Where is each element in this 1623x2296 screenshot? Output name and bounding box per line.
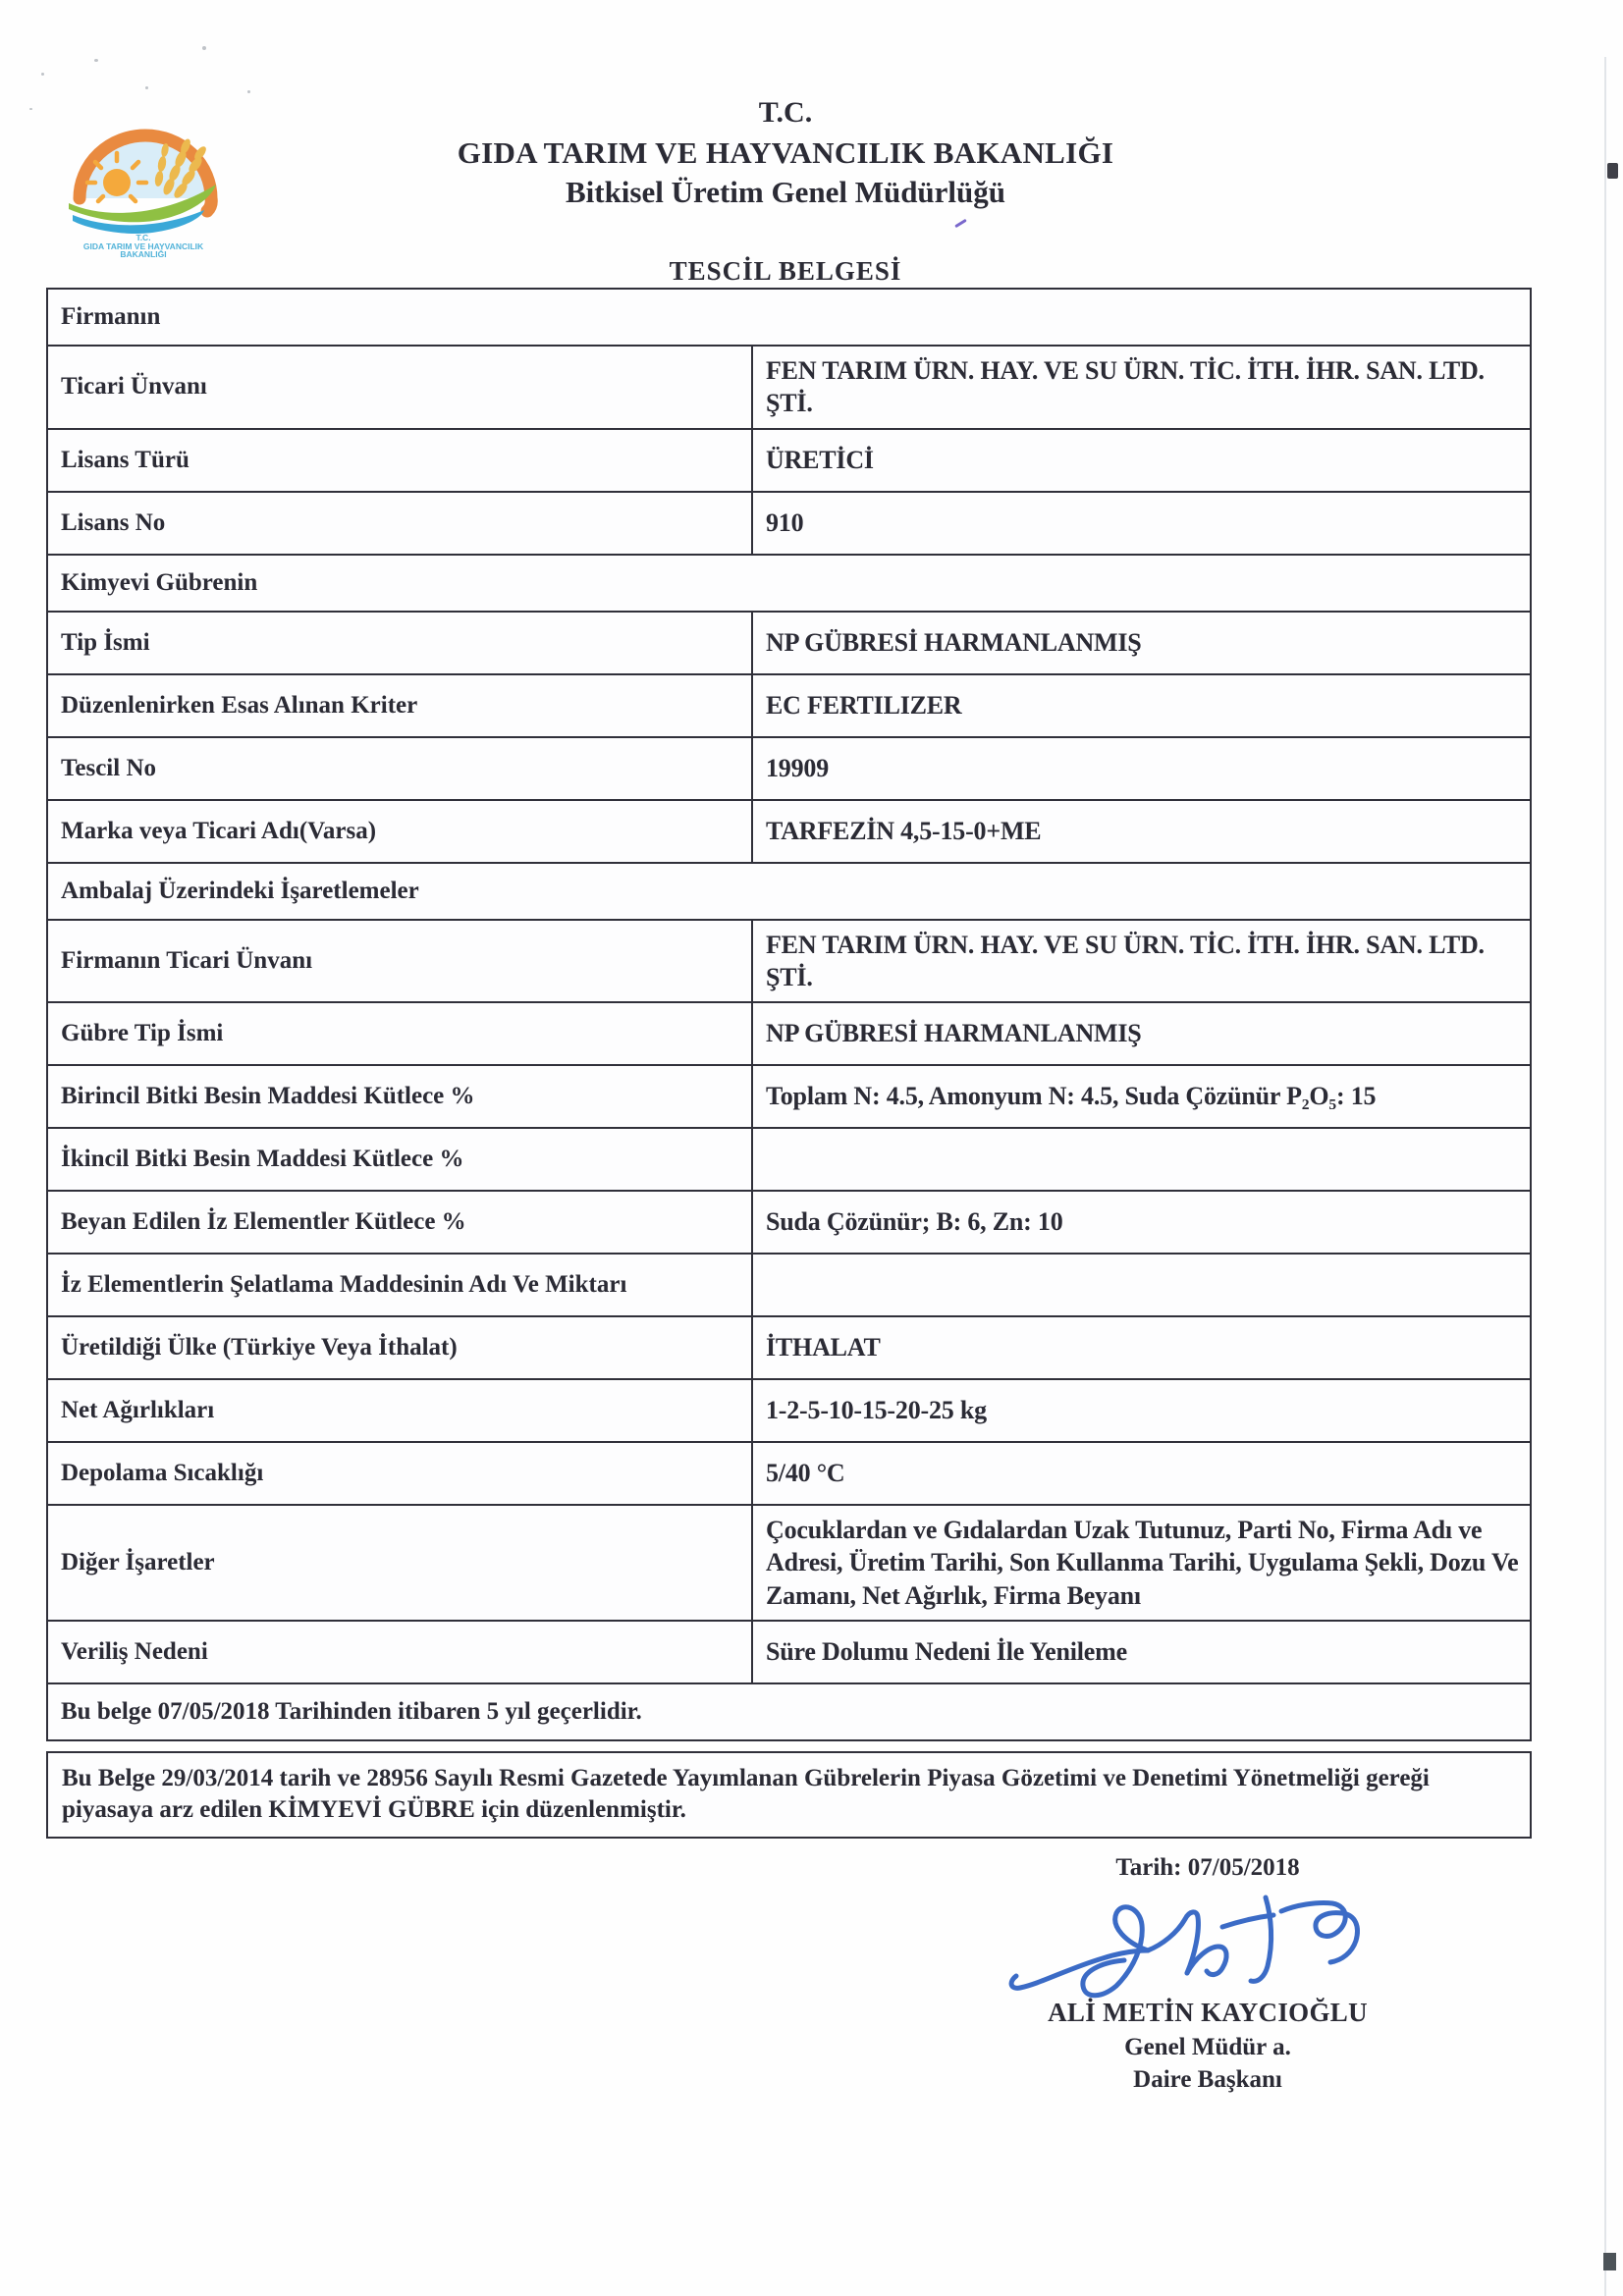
table-row [48,345,1530,428]
svg-text:BAKANLIĞI: BAKANLIĞI [120,249,167,257]
section-label: Bu belge 07/05/2018 Tarihinden itibaren 5 yıl geçerlidir. [61,1697,642,1725]
table-row [48,554,1530,611]
field-label: Net Ağırlıkları [61,1397,215,1424]
field-label: Tip İsmi [61,628,150,656]
field-value: Çocuklardan ve Gıdalardan Uzak Tutunuz, Parti No, Firma Adı ve Adresi, Üretim Tarihi, Son Kullanma Tarihi, Uygulama Şekli, Dozu Ve Zamanı, Net Ağırlık, Firma Beyanı [751,1506,1530,1620]
field-value: İTHALAT [751,1317,1530,1378]
table-row [48,673,1530,736]
field-label: Tescil No [61,754,156,781]
field-label: Birincil Bitki Besin Maddesi Kütlece % [61,1083,475,1110]
letterhead-tc: T.C. [758,96,813,129]
field-value: Toplam N: 4.5, Amonyum N: 4.5, Suda Çözünür P₂O₅: 15 [751,1066,1530,1127]
field-label: Diğer İşaretler [61,1548,215,1575]
field-label: Üretildiği Ülke (Türkiye Veya İthalat) [61,1334,458,1362]
table-row [48,611,1530,673]
scan-speck [41,73,44,76]
scan-speck [247,90,250,93]
field-label: Firmanın Ticari Ünvanı [61,946,313,974]
field-label: Lisans No [61,508,166,536]
field-label: Beyan Edilen İz Elementler Kütlece % [61,1208,466,1236]
field-value: Süre Dolumu Nedeni İle Yenileme [751,1622,1530,1682]
signatory-name: ALİ METİN KAYCIOĞLU [1048,1997,1368,2027]
field-value: 1-2-5-10-15-20-25 kg [751,1380,1530,1441]
field-value: ÜRETİCİ [751,430,1530,491]
field-label: Gübre Tip İsmi [61,1020,224,1047]
section-label: Ambalaj Üzerindeki İşaretlemeler [61,877,419,904]
signatory-title-2: Daire Başkanı [1133,2065,1282,2093]
table-row [48,290,1530,345]
table-row [48,799,1530,862]
table-row [48,1620,1530,1682]
letterhead [0,94,1571,289]
table-row [48,1315,1530,1378]
regulation-footnote: Bu Belge 29/03/2014 tarih ve 28956 Sayılı Resmi Gazetede Yayımlanan Gübrelerin Piyasa Gözetimi ve Denetimi Yönetmeliği gereği piyasaya arz edilen KİMYEVİ GÜBRE için düzenlenmiştir. [46,1751,1532,1839]
field-label: Depolama Sıcaklığı [61,1460,264,1487]
table-row [48,919,1530,1002]
table-row [48,736,1530,799]
document-title: TESCİL BELGESİ [669,256,902,286]
scan-artifact-blob [1603,2253,1616,2270]
scan-artifact-blob [1607,163,1618,179]
field-label: Veriliş Nedeni [61,1637,208,1665]
signatory-title-1: Genel Müdür a. [1124,2033,1291,2060]
table-row [48,862,1530,919]
field-label: Ticari Ünvanı [61,373,207,400]
svg-text:T.C.: T.C. [135,233,151,242]
certificate-table [46,288,1532,1741]
table-row [48,1001,1530,1064]
field-value: Suda Çözünür; B: 6, Zn: 10 [751,1192,1530,1253]
scan-speck [202,46,206,50]
field-value [751,1129,1530,1190]
section-label: Kimyevi Gübrenin [61,568,258,596]
field-label: İkincil Bitki Besin Maddesi Kütlece % [61,1146,464,1173]
field-value: NP GÜBRESİ HARMANLANMIŞ [751,613,1530,673]
letterhead-department: Bitkisel Üretim Genel Müdürlüğü [565,175,1006,210]
field-value: TARFEZİN 4,5-15-0+ME [751,801,1530,862]
table-row [48,1064,1530,1127]
document-body [46,288,1532,2094]
section-label: Firmanın [61,303,161,330]
field-value: FEN TARIM ÜRN. HAY. VE SU ÜRN. TİC. İTH. İHR. SAN. LTD. ŞTİ. [751,347,1530,428]
field-value [751,1255,1530,1315]
letterhead-ministry: GIDA TARIM VE HAYVANCILIK BAKANLIĞI [457,134,1114,170]
scan-speck [145,86,148,89]
table-row [48,428,1530,491]
signature-date: Tarih: 07/05/2018 [1115,1853,1300,1881]
table-row [48,1378,1530,1441]
field-label: Lisans Türü [61,446,189,473]
field-label: Marka veya Ticari Adı(Varsa) [61,817,377,844]
field-value: 5/40 °C [751,1443,1530,1504]
table-row [48,1127,1530,1190]
field-value: NP GÜBRESİ HARMANLANMIŞ [751,1003,1530,1064]
table-row [48,1682,1530,1739]
table-row [48,1190,1530,1253]
scan-speck [94,59,98,62]
field-value: 19909 [751,738,1530,799]
table-row [48,491,1530,554]
svg-text:GIDA TARIM VE HAYVANCILIK: GIDA TARIM VE HAYVANCILIK [82,241,204,251]
field-label: İz Elementlerin Şelatlama Maddesinin Adı Ve Miktarı [61,1271,627,1299]
signature-block [977,1854,1438,2094]
field-value: 910 [751,493,1530,554]
table-row [48,1441,1530,1504]
field-label: Düzenlenirken Esas Alınan Kriter [61,691,418,719]
scan-edge-line [1604,57,1606,2296]
field-value: FEN TARIM ÜRN. HAY. VE SU ÜRN. TİC. İTH. İHR. SAN. LTD. ŞTİ. [751,921,1530,1002]
table-row [48,1253,1530,1315]
scan-speck [29,108,32,110]
table-row [48,1504,1530,1620]
field-value: EC FERTILIZER [751,675,1530,736]
